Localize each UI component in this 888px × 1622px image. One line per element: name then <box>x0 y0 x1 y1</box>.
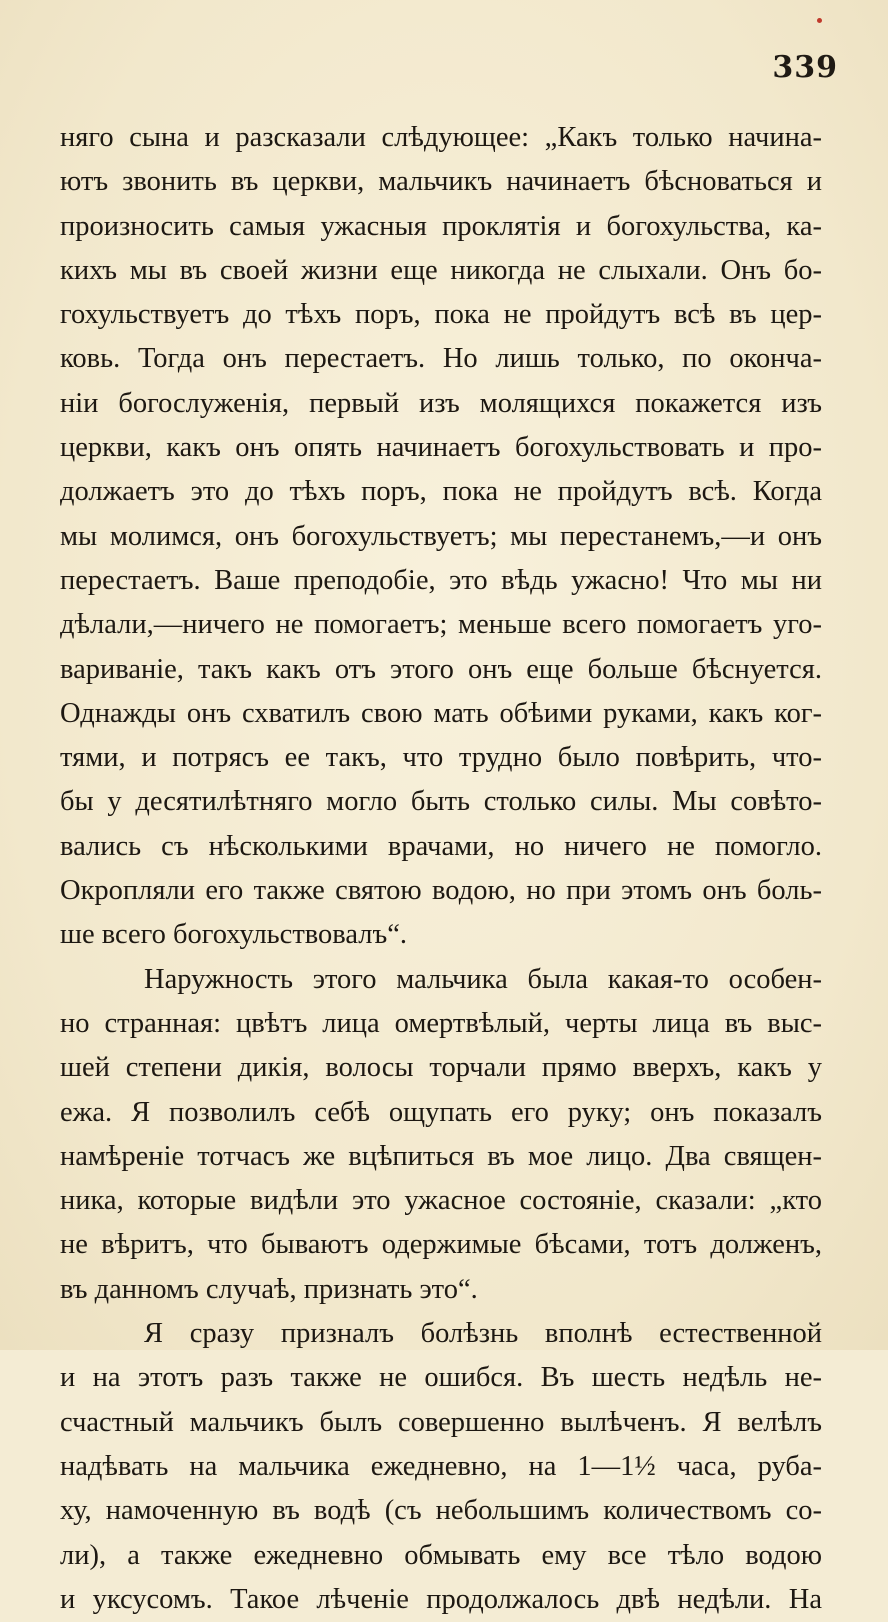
text-line: ніи богослуженія, первый изъ молящихся покажется изъ <box>60 387 822 419</box>
text-line: въ данномъ случаѣ, признать это“. <box>60 1273 478 1305</box>
text-line: Однажды онъ схватилъ свою мать обѣими руками, какъ ког- <box>60 697 822 729</box>
text-line: ли), а также ежедневно обмывать ему все тѣло водою <box>60 1539 822 1571</box>
text-line: мы молимся, онъ богохульствуетъ; мы перестанемъ,—и онъ <box>60 520 822 552</box>
text-line: ше всего богохульствовалъ“. <box>60 919 407 951</box>
text-line: ху, намоченную въ водѣ (съ небольшимъ количествомъ со- <box>60 1495 822 1527</box>
text-line: произносить самыя ужасныя проклятія и богохульства, ка- <box>60 210 822 242</box>
text-line: не вѣритъ, что бываютъ одержимые бѣсами, тотъ долженъ, <box>60 1229 822 1261</box>
text-line: перестаетъ. Ваше преподобіе, это вѣдь ужасно! Что мы ни <box>60 564 822 596</box>
text-line: но странная: цвѣтъ лица омертвѣлый, черты лица въ выс- <box>60 1007 822 1039</box>
text-line: шей степени дикія, волосы торчали прямо вверхъ, какъ у <box>60 1052 822 1084</box>
text-line: счастный мальчикъ былъ совершенно вылѣченъ. Я велѣлъ <box>60 1406 822 1438</box>
text-line: дѣлали,—ничего не помогаетъ; меньше всего помогаетъ уго- <box>60 609 822 641</box>
text-line: и на этотъ разъ также не ошибся. Въ шесть недѣль не- <box>60 1362 822 1394</box>
text-line: намѣреніе тотчасъ же вцѣпиться въ мое лицо. Два священ- <box>60 1140 822 1172</box>
text-line: ника, которые видѣли это ужасное состояніе, сказали: „кто <box>60 1185 822 1217</box>
text-line: ежа. Я позволилъ себѣ ощупать его руку; онъ показалъ <box>60 1096 822 1128</box>
text-line: Окропляли его также святою водою, но при этомъ онъ боль- <box>60 875 822 907</box>
text-line: надѣвать на мальчика ежедневно, на 1—1½ часа, руба- <box>60 1450 822 1482</box>
body-text <box>60 116 822 1622</box>
text-line: кихъ мы въ своей жизни еще никогда не слыхали. Онъ бо- <box>60 254 822 286</box>
text-line: ютъ звонить въ церкви, мальчикъ начинаетъ бѣсноваться и <box>60 166 822 198</box>
text-line: вались съ нѣсколькими врачами, но ничего не помогло. <box>60 830 822 862</box>
text-line: гохульствуетъ до тѣхъ поръ, пока не пройдутъ всѣ въ цер- <box>60 299 822 331</box>
ink-speck <box>817 18 822 23</box>
text-line: церкви, какъ онъ опять начинаетъ богохульствовать и про- <box>60 432 822 464</box>
text-line: Я сразу призналъ болѣзнь вполнѣ естественной <box>144 1318 822 1350</box>
text-line: и уксусомъ. Такое лѣченіе продолжалось двѣ недѣли. На <box>60 1583 822 1615</box>
text-line: тями, и потрясъ ее такъ, что трудно было повѣрить, что- <box>60 742 822 774</box>
text-line: ковь. Тогда онъ перестаетъ. Но лишь только, по оконча- <box>60 343 822 375</box>
text-line: вариваніе, такъ какъ отъ этого онъ еще больше бѣснуется. <box>60 653 822 685</box>
text-line: Наружность этого мальчика была какая-то особен- <box>144 963 822 995</box>
text-line: бы у десятилѣтняго могло быть столько силы. Мы совѣто- <box>60 786 822 818</box>
text-line: должаетъ это до тѣхъ поръ, пока не пройдутъ всѣ. Когда <box>60 476 822 508</box>
text-line: няго сына и разсказали слѣдующее: „Какъ только начина- <box>60 122 822 153</box>
page-number: 339 <box>772 50 838 85</box>
